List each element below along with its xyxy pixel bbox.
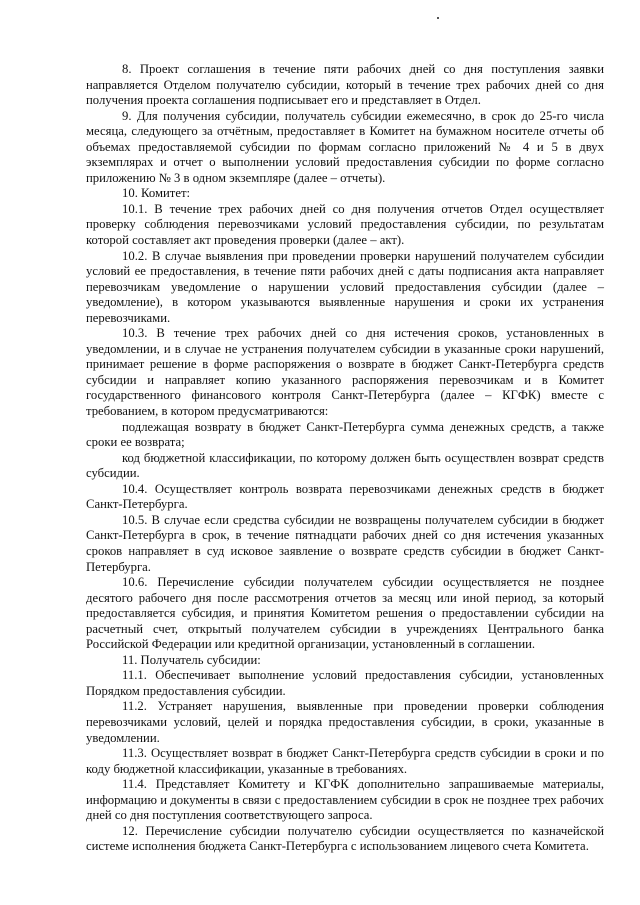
paragraph-10-3-item-code: код бюджетной классификации, по которому должен быть осуществлен возврат средств субсидии. [86,450,604,481]
paragraph-11-1: 11.1. Обеспечивает выполнение условий предоставления субсидии, установленных Порядком предоставления субсидии. [86,668,604,698]
paragraph-12: 12. Перечисление субсидии получателю субсидии осуществляется по казначейской системе исполнения бюджета Санкт-Петербурга с использованием лицевого счета Комитета. [86,823,604,854]
paragraph-10-3: 10.3. В течение трех рабочих дней со дня истечения сроков, установленных в уведомлении, и в случае не устранения получателем субсидии в указанные сроки нарушений, принимает решение в форме распоряжения о возврате в бюджет Санкт-Петербурга средств субсидии и направляет копию указанного распоряжения перевозчикам и в Комитет государственного финансового контроля Санкт-Петербурга (далее – КГФК) вместе с требованием, в котором предусматриваются: [86,326,604,419]
paragraph-10-6: 10.6. Перечисление субсидии получателем субсидии осуществляется не позднее десятого рабочего дня после рассмотрения отчетов за месяц или иной период, за который предоставляется субсидия, и принятия Комитетом решения о предоставлении субсидии на расчетный счет, открытый получателем субсидии в учреждениях Центрального банка Российской Федерации или кредитной организации, установленный в соглашении. [86,575,604,652]
paragraph-11-3: 11.3. Осуществляет возврат в бюджет Санкт-Петербурга средств субсидии в сроки и по коду бюджетной классификации, указанные в требованиях. [86,746,604,776]
paragraph-8: 8. Проект соглашения в течение пяти рабочих дней со дня поступления заявки направляется Отделом получателю субсидии, который в течение трех рабочих дней со дня получения проекта соглашения подписывает его и представляет в Отдел. [86,62,604,108]
paragraph-9: 9. Для получения субсидии, получатель субсидии ежемесячно, в срок до 25-го числа месяца, следующего за отчётным, предоставляет в Комитет на бумажном носителе отчеты об объемах предоставляемой субсидии по формам согласно приложений № 4 и 5 в двух экземплярах и отчет о выполнении условий предоставления субсидии по форме согласно приложению № 3 в одном экземпляре (далее – отчеты). [86,108,604,185]
document-page [86,62,604,855]
paragraph-10-1: 10.1. В течение трех рабочих дней со дня получения отчетов Отдел осуществляет проверку соблюдения перевозчиками условий предоставления субсидии, по результатам которой составляет акт проведения проверки (далее – акт). [86,201,604,248]
paragraph-10-2: 10.2. В случае выявления при проведении проверки нарушений получателем субсидии условий ее предоставления, в течение пяти рабочих дней с даты подписания акта направляет перевозчикам уведомление о нарушении условий предоставления субсидии (далее – уведомление), в котором указываются выявленные нарушения и сроки их устранения перевозчиками. [86,248,604,325]
paragraph-11-heading: 11. Получатель субсидии: [122,652,261,667]
paragraph-11-4: 11.4. Представляет Комитету и КГФК дополнительно запрашиваемые материалы, информацию и документы в связи с предоставлением субсидии в срок не позднее трех рабочих дней со дня поступления соответствующего запроса. [86,777,604,823]
paragraph-10-5: 10.5. В случае если средства субсидии не возвращены получателем субсидии в бюджет Санкт-Петербурга в срок, в течение пятнадцати рабочих дней со дня истечения указанных сроков направляет в суд исковое заявление о возврате средств субсидии в бюджет Санкт-Петербурга. [86,512,604,574]
paragraph-10-3-item-sum: подлежащая возврату в бюджет Санкт-Петербурга сумма денежных средств, а также сроки ее возврата; [86,419,604,450]
scan-dot [437,17,439,19]
paragraph-10-4: 10.4. Осуществляет контроль возврата перевозчиками денежных средств в бюджет Санкт-Петербурга. [86,481,604,512]
paragraph-11-2: 11.2. Устраняет нарушения, выявленные при проведении проверки соблюдения перевозчиками условий, целей и порядка предоставления субсидии, в сроки, указанные в уведомлении. [86,699,604,745]
paragraph-10-heading: 10. Комитет: [122,186,191,201]
